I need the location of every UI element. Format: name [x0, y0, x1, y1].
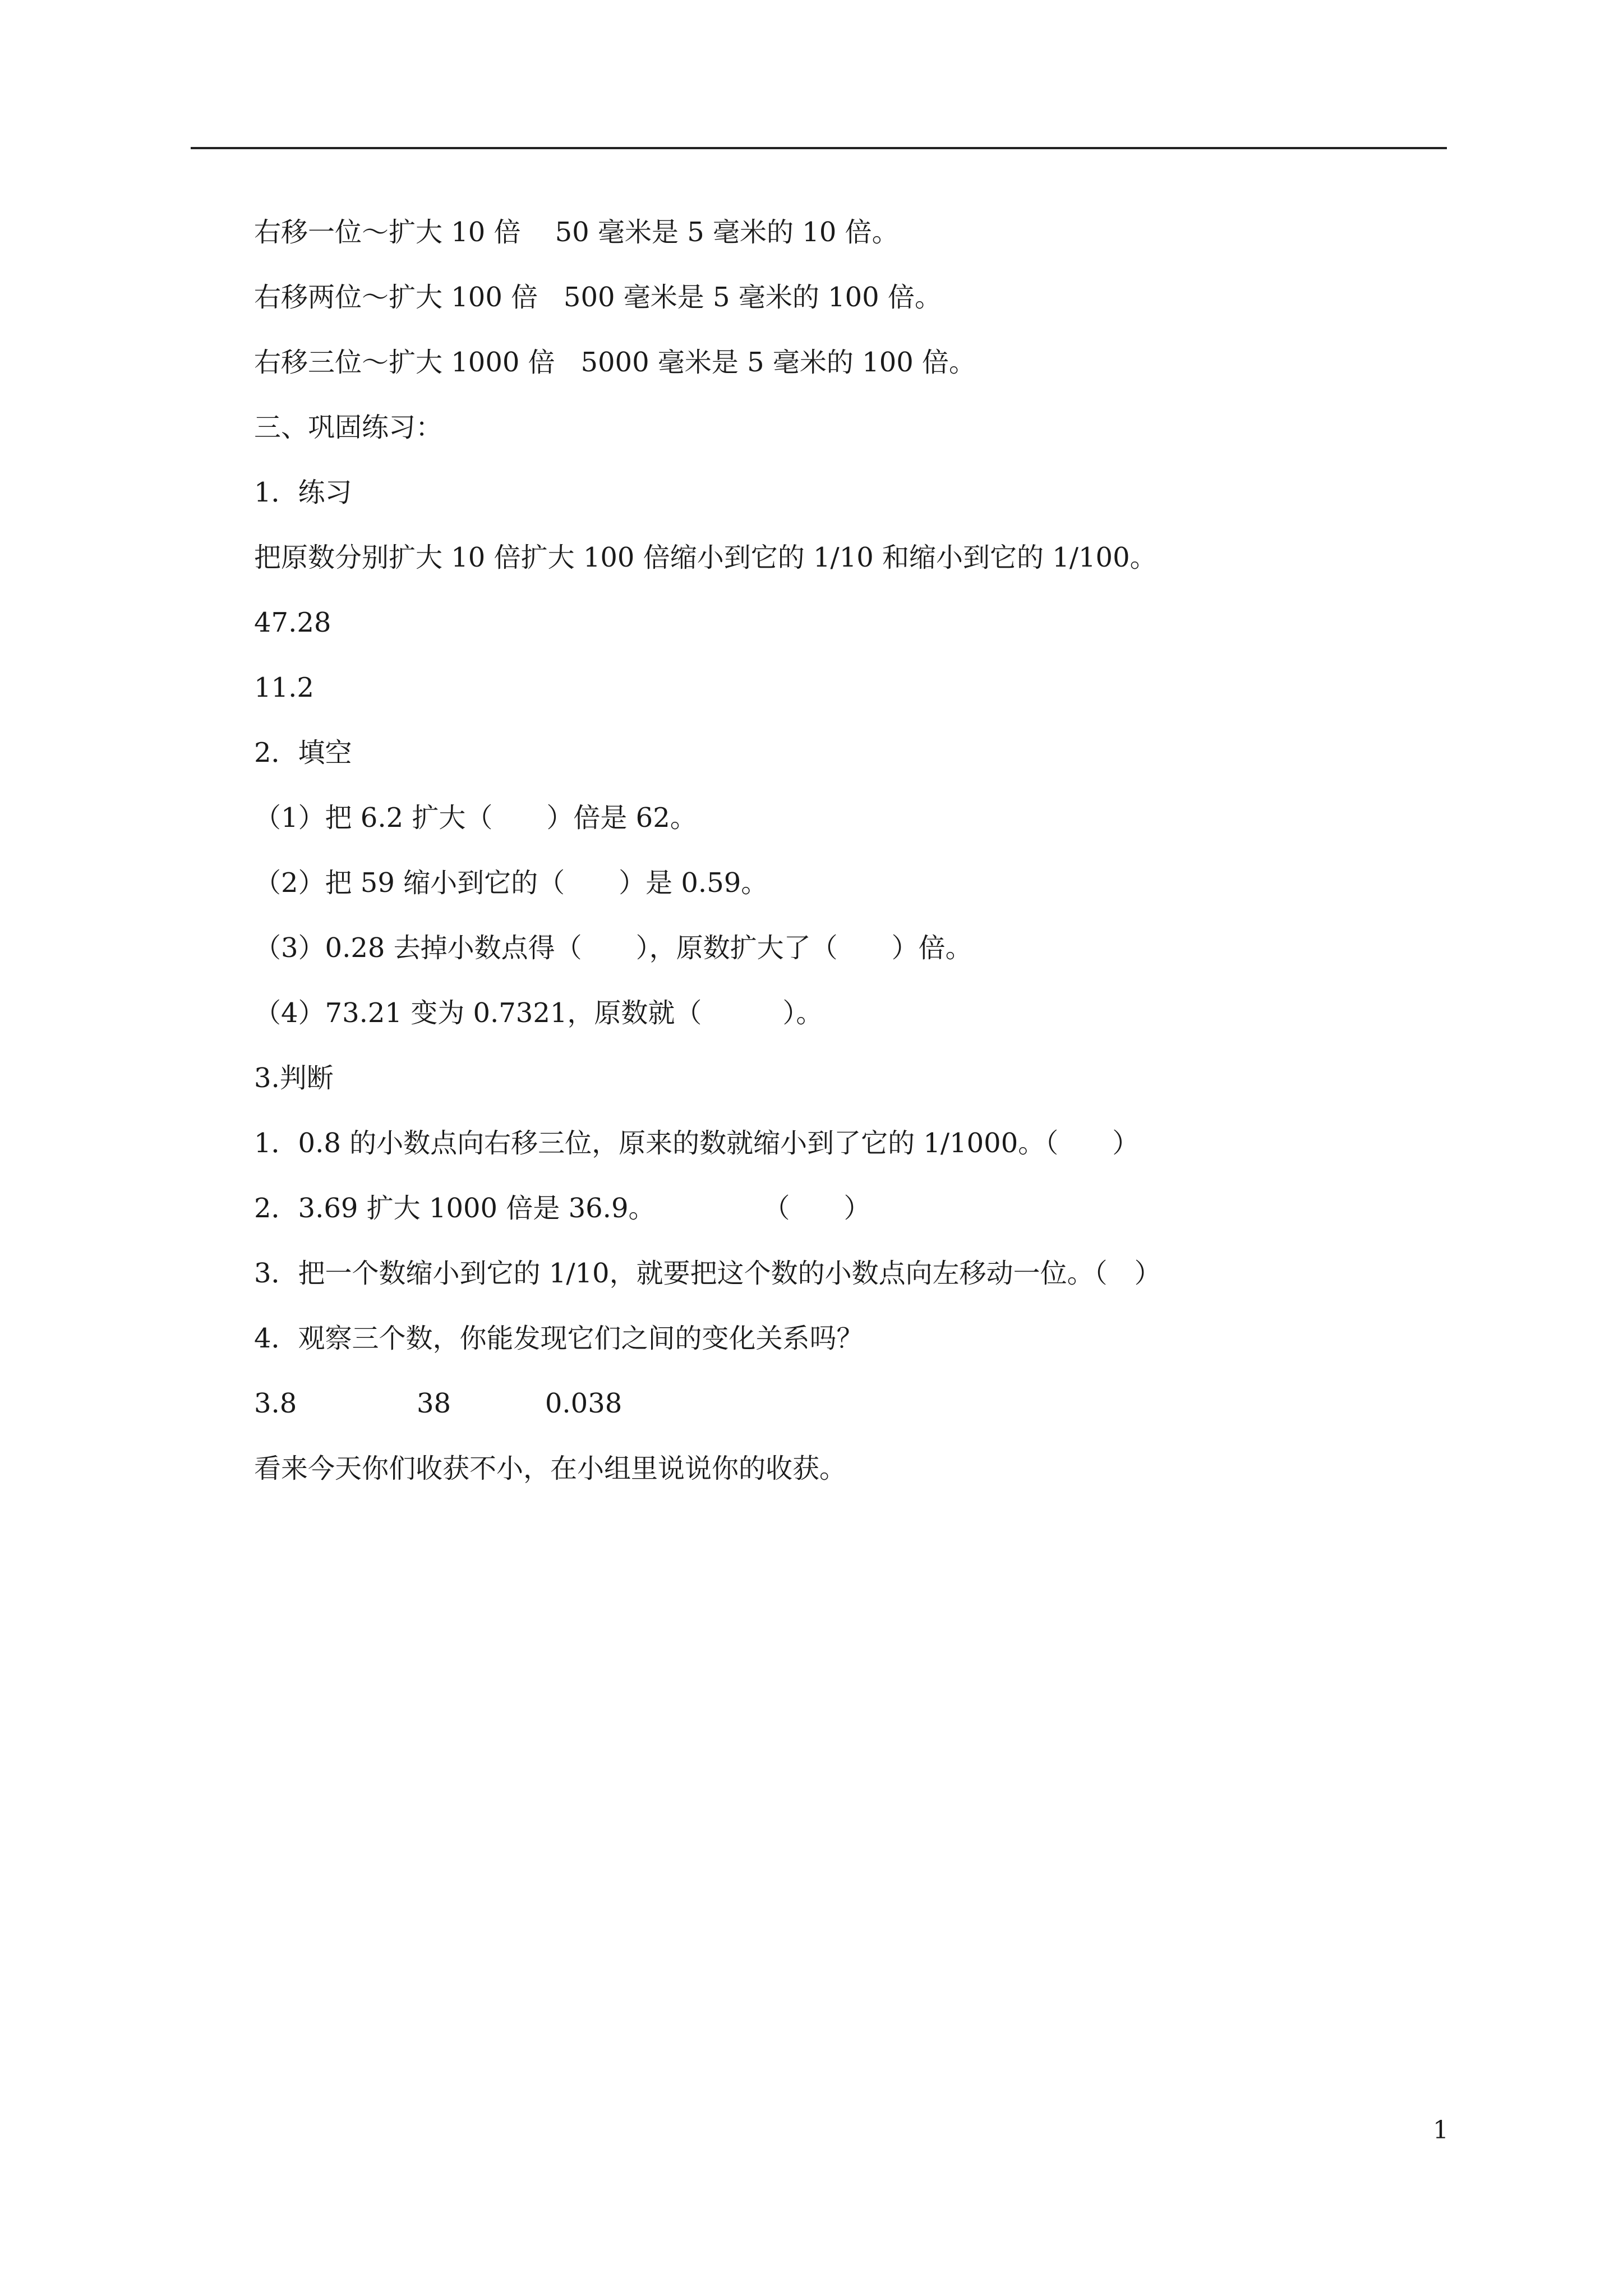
fill-blank-item-4: （4）73.21 变为 0.7321，原数就（ ）。 [254, 997, 823, 1029]
exercise-1-number-a: 47.28 [254, 607, 331, 638]
exercise-1-number-b: 11.2 [254, 672, 314, 703]
text-line-shift-one: 右移一位～扩大 10 倍 50 毫米是 5 毫米的 10 倍。 [254, 217, 899, 248]
judge-item-3: 3．把一个数缩小到它的 1/10，就要把这个数的小数点向左移动一位。（ ） [254, 1258, 1161, 1289]
exercise-2-heading: 2．填空 [254, 737, 352, 769]
exercise-1-heading: 1．练习 [254, 477, 352, 508]
text-line-shift-two: 右移两位～扩大 100 倍 500 毫米是 5 毫米的 100 倍。 [254, 282, 942, 313]
closing-remark: 看来今天你们收获不小，在小组里说说你的收获。 [254, 1453, 847, 1484]
judge-item-2: 2．3.69 扩大 1000 倍是 36.9。 （ ） [254, 1193, 871, 1224]
exercise-4-question: 4．观察三个数，你能发现它们之间的变化关系吗？ [254, 1323, 864, 1354]
exercise-3-heading: 3.判断 [254, 1062, 334, 1094]
document-body [254, 206, 1432, 1508]
exercise-1-instruction: 把原数分别扩大 10 倍扩大 100 倍缩小到它的 1/10 和缩小到它的 1/100。 [254, 542, 1157, 573]
judge-item-1: 1．0.8 的小数点向右移三位，原来的数就缩小到了它的 1/1000。（ ） [254, 1128, 1140, 1159]
page-number: 1 [1433, 2116, 1449, 2145]
header-rule [191, 147, 1447, 149]
exercise-4-numbers: 3.8 38 0.038 [254, 1388, 623, 1419]
fill-blank-item-3: （3）0.28 去掉小数点得（ ），原数扩大了（ ）倍。 [254, 932, 972, 964]
section-heading-practice: 三、巩固练习： [254, 412, 443, 443]
fill-blank-item-1: （1）把 6.2 扩大（ ）倍是 62。 [254, 802, 697, 834]
text-line-shift-three: 右移三位～扩大 1000 倍 5000 毫米是 5 毫米的 100 倍。 [254, 347, 976, 378]
fill-blank-item-2: （2）把 59 缩小到它的（ ）是 0.59。 [254, 867, 768, 899]
